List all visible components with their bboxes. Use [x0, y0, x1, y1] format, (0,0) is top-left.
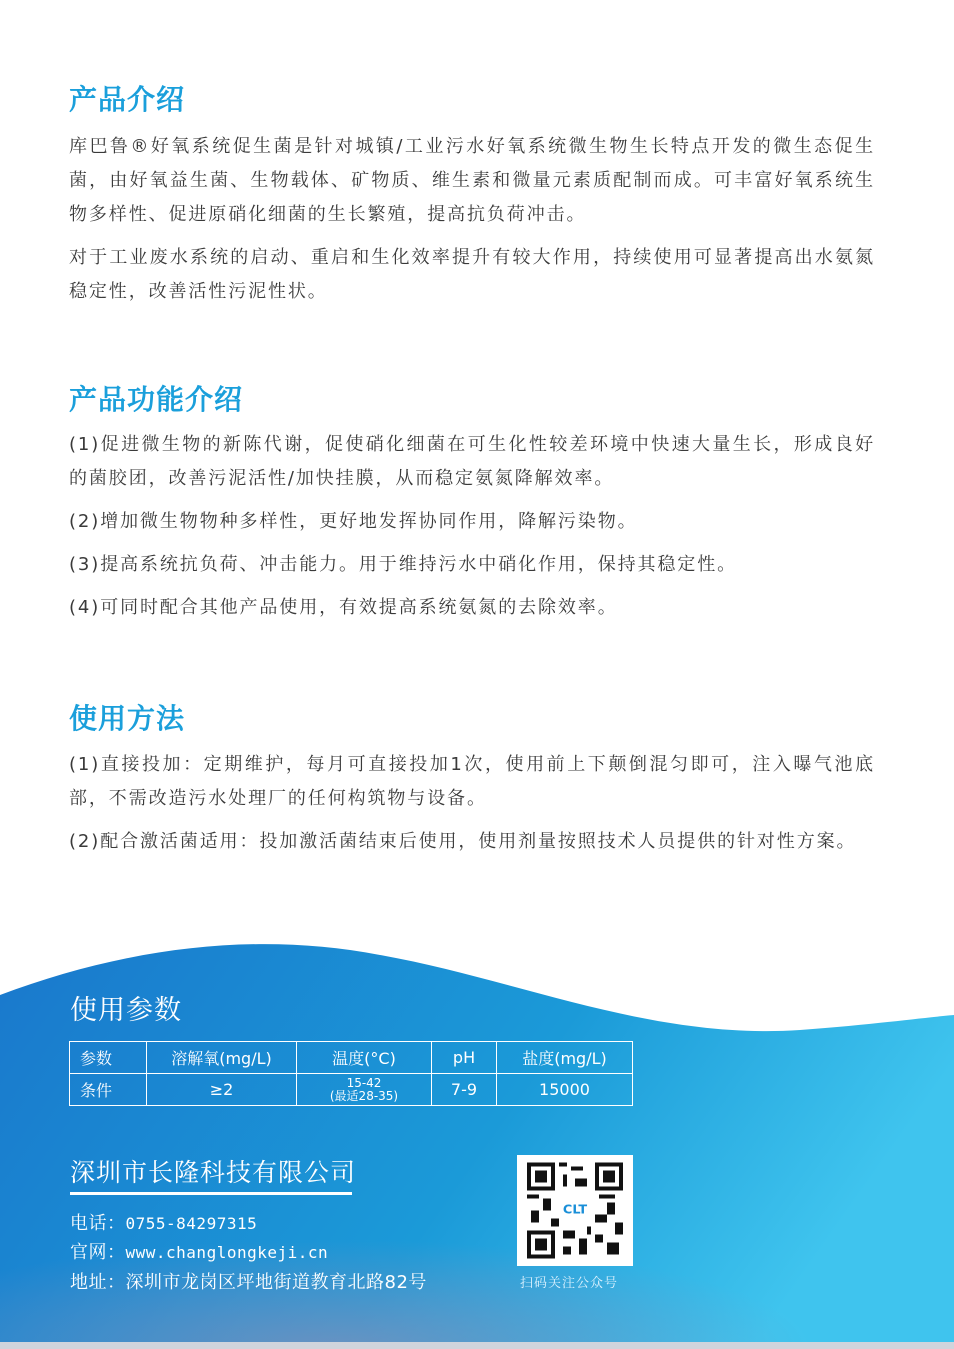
usage-text: [69, 748, 875, 868]
params-table: [69, 1041, 633, 1106]
table-header-row: [70, 1042, 633, 1074]
paragraph: (4)可同时配合其他产品使用，有效提高系统氨氮的去除效率。: [69, 597, 618, 618]
params-title: 使用参数: [70, 995, 182, 1026]
phone-number: 0755-84297315: [125, 1214, 258, 1233]
table-cell: 盐度(mg/L): [497, 1042, 633, 1074]
website-label: 官网：: [70, 1242, 126, 1263]
section-title-intro: 产品介绍: [69, 83, 186, 116]
website-line: [70, 1238, 328, 1264]
table-cell: 温度(°C): [297, 1042, 432, 1074]
table-cell: pH: [432, 1042, 497, 1074]
paragraph: (2)增加微生物物种多样性，更好地发挥协同作用，降解污染物。: [69, 511, 638, 532]
qr-caption: 扫码关注公众号: [520, 1276, 619, 1291]
section-title-usage: 使用方法: [69, 702, 186, 735]
table-cell: [297, 1074, 432, 1106]
phone-label: 电话：: [70, 1213, 126, 1234]
table-cell: 参数: [70, 1042, 147, 1074]
temp-range: 15-42: [346, 1075, 382, 1090]
divider: [70, 1192, 352, 1195]
table-cell: 溶解氧(mg/L): [147, 1042, 297, 1074]
qr-code: [517, 1155, 633, 1266]
website-link[interactable]: www.changlongkeji.cn: [125, 1243, 329, 1262]
paragraph: (1)促进微生物的新陈代谢，促使硝化细菌在可生化性较差环境中快速大量生长，形成良好的菌胶团，改善污泥活性/加快挂膜，从而稳定氨氮降解效率。: [69, 434, 875, 489]
table-cell: 条件: [70, 1074, 147, 1106]
paragraph: 库巴鲁®好氧系统促生菌是针对城镇/工业污水好氧系统微生物生长特点开发的微生态促生菌，由好氧益生菌、生物载体、矿物质、维生素和微量元素质配制而成。可丰富好氧系统生物多样性、促进原硝化细菌的生长繁殖，提高抗负荷冲击。: [69, 136, 875, 225]
address-line: [70, 1268, 427, 1294]
paragraph: 对于工业废水系统的启动、重启和生化效率提升有较大作用，持续使用可显著提高出水氨氮稳定性，改善活性污泥性状。: [69, 247, 875, 302]
paragraph: (1)直接投加：定期维护，每月可直接投加1次，使用前上下颠倒混匀即可，注入曝气池底部，不需改造污水处理厂的任何构筑物与设备。: [69, 754, 875, 809]
table-cell: 15000: [497, 1074, 633, 1106]
table-cell: 7-9: [432, 1074, 497, 1106]
table-cell: ≥2: [147, 1074, 297, 1106]
address: 深圳市龙岗区坪地街道教育北路82号: [125, 1272, 427, 1293]
functions-text: [69, 428, 875, 634]
section-title-functions: 产品功能介绍: [69, 383, 244, 416]
company-name: 深圳市长隆科技有限公司: [70, 1158, 357, 1187]
phone-line: [70, 1209, 257, 1235]
table-row: [70, 1074, 633, 1106]
qr-logo: CLT: [562, 1202, 588, 1218]
address-label: 地址：: [70, 1272, 126, 1293]
paragraph: (2)配合激活菌适用：投加激活菌结束后使用，使用剂量按照技术人员提供的针对性方案。: [69, 831, 857, 852]
temp-optimal: (最适28-35): [329, 1088, 399, 1103]
qr-code-pattern: [527, 1162, 623, 1259]
paragraph: (3)提高系统抗负荷、冲击能力。用于维持污水中硝化作用，保持其稳定性。: [69, 554, 737, 575]
intro-text: [69, 130, 875, 318]
